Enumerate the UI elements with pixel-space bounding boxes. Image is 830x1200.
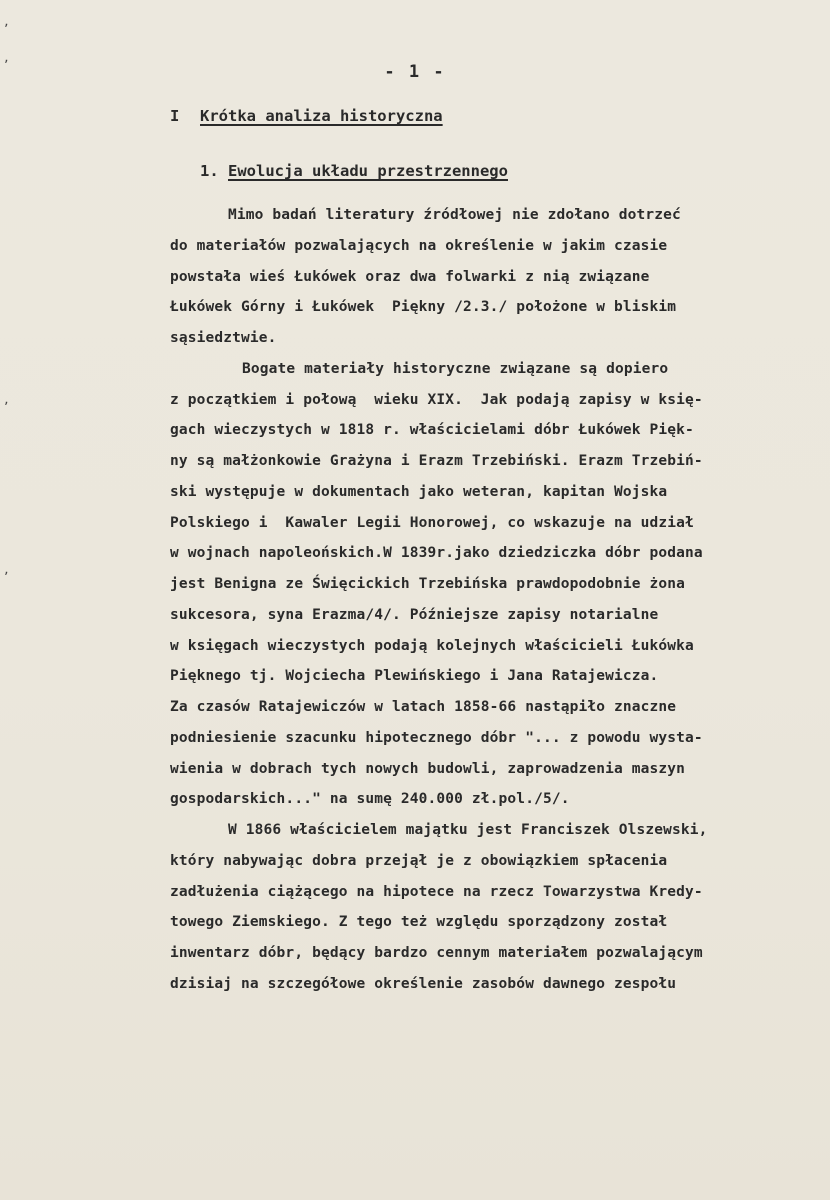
- text-line: inwentarz dóbr, będący bardzo cennym materiałem pozwalającym: [170, 945, 703, 961]
- subsection-title: Ewolucja układu przestrzennego: [228, 162, 508, 180]
- punch-mark-icon: ʼ: [4, 22, 9, 38]
- text-line: gach wieczystych w 1818 r. właścicielami dóbr Łukówek Pięk-: [170, 422, 694, 439]
- text-line: sąsiedztwie.: [170, 330, 277, 346]
- punch-mark-icon: ʼ: [4, 570, 9, 586]
- text-line: ski występuje w dokumentach jako weteran, kapitan Wojska: [170, 483, 668, 500]
- text-line: w wojnach napoleońskich.W 1839r.jako dziedziczka dóbr podana: [170, 545, 703, 562]
- text-line: Polskiego i Kawaler Legii Honorowej, co wskazuje na udział: [170, 514, 694, 531]
- text-line: towego Ziemskiego. Z tego też względu sporządzony został: [170, 914, 668, 931]
- text-line: jest Benigna ze Święcickich Trzebińska prawdopodobnie żona: [170, 576, 686, 592]
- section-title: Krótka analiza historyczna: [200, 107, 443, 125]
- text-line: wienia w dobrach tych nowych budowli, zaprowadzenia maszyn: [170, 760, 686, 777]
- text-line: dzisiaj na szczegółowe określenie zasobów dawnego zespołu: [170, 975, 677, 992]
- text-line: który nabywając dobra przejął je z obowiązkiem spłacenia: [170, 852, 668, 869]
- text-line: Pięknego tj. Wojciecha Plewińskiego i Jana Ratajewicza.: [170, 668, 659, 685]
- body-text: [170, 200, 795, 1000]
- punch-mark-icon: ʼ: [4, 400, 9, 416]
- text-line: Mimo badań literatury źródłowej nie zdołano dotrzeć: [228, 207, 681, 223]
- page-number: - 1 -: [384, 62, 446, 82]
- text-line: gospodarskich..." na sumę 240.000 zł.pol./5/.: [170, 791, 570, 808]
- text-line: z początkiem i połową wieku XIX. Jak podają zapisy w księ-: [170, 391, 703, 408]
- text-line: powstała wieś Łukówek oraz dwa folwarki z nią związane: [170, 268, 650, 285]
- section-number: I: [170, 107, 180, 125]
- text-line: zadłużenia ciążącego na hipotece na rzecz Towarzystwa Kredy-: [170, 883, 703, 900]
- section-heading: [170, 107, 443, 125]
- subsection-heading: [200, 162, 508, 180]
- text-line: podniesienie szacunku hipotecznego dóbr "... z powodu wysta-: [170, 729, 703, 746]
- text-line: W 1866 właścicielem majątku jest Franciszek Olszewski,: [228, 822, 708, 838]
- text-line: Łukówek Górny i Łukówek Piękny /2.3./ położone w bliskim: [170, 299, 677, 316]
- subsection-number: 1.: [200, 162, 219, 180]
- punch-mark-icon: ʼ: [4, 58, 9, 74]
- text-line: Bogate materiały historyczne związane są dopiero: [242, 360, 669, 377]
- text-line: sukcesora, syna Erazma/4/. Późniejsze zapisy notarialne: [170, 606, 659, 623]
- text-line: Za czasów Ratajewiczów w latach 1858-66 nastąpiło znaczne: [170, 699, 677, 715]
- text-line: ny są małżonkowie Grażyna i Erazm Trzebiński. Erazm Trzebiń-: [170, 453, 703, 469]
- text-line: do materiałów pozwalających na określenie w jakim czasie: [170, 237, 668, 254]
- text-line: w księgach wieczystych podają kolejnych właścicieli Łukówka: [170, 637, 694, 654]
